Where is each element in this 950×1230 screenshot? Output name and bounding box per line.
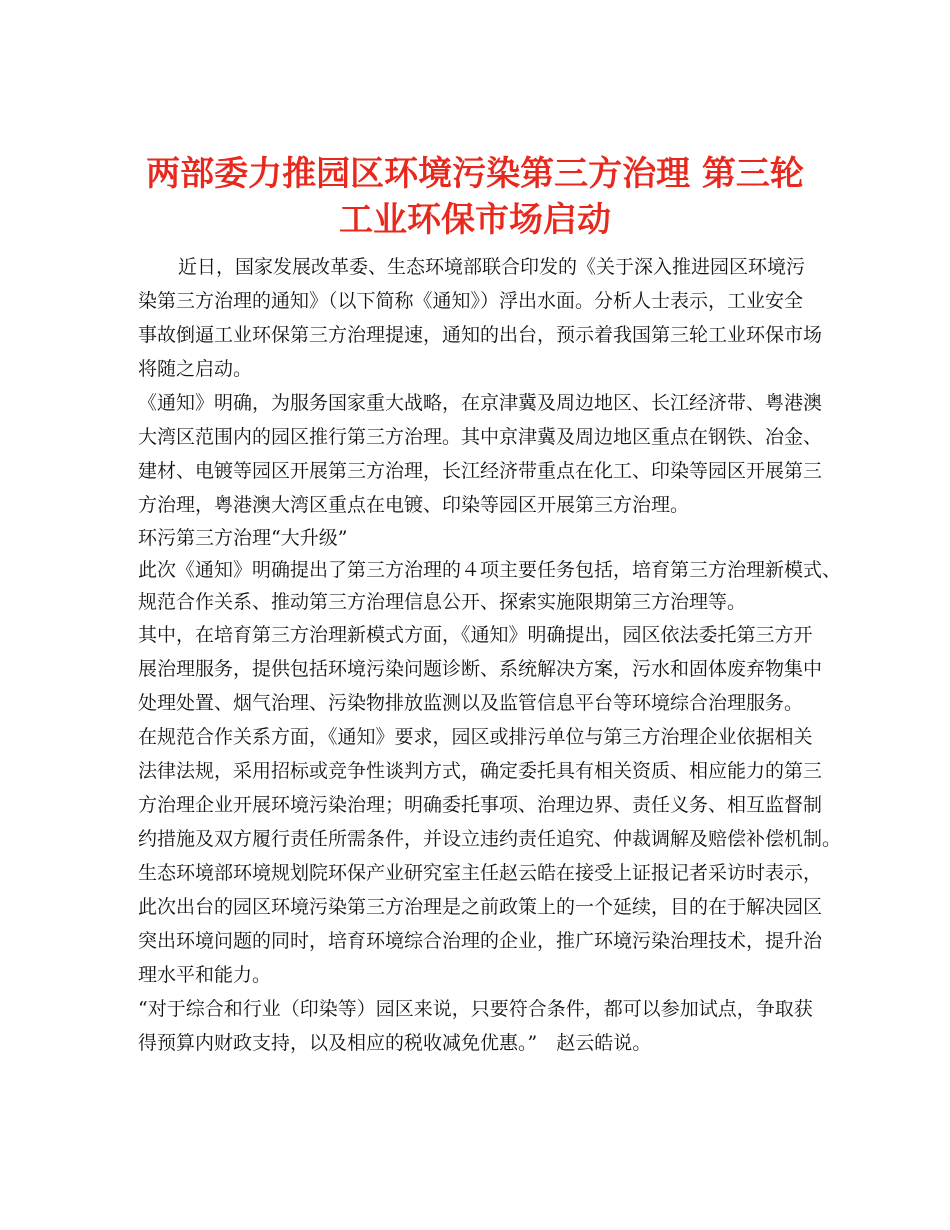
paragraph bbox=[138, 856, 828, 992]
paragraph-line: 约措施及双方履行责任所需条件，并设立违约责任追究、仲裁调解及赔偿补偿机制。 bbox=[138, 828, 842, 850]
paragraph bbox=[138, 992, 828, 1060]
section-heading bbox=[138, 522, 828, 554]
paragraph-line: 大湾区范围内的园区推行第三方治理。其中京津冀及周边地区重点在钢铁、冶金、 bbox=[138, 426, 823, 448]
paragraph-line: 此次出台的园区环境污染第三方治理是之前政策上的一个延续，目的在于解决园区 bbox=[138, 896, 823, 918]
paragraph-line: 法律法规，采用招标或竞争性谈判方式，确定委托具有相关资质、相应能力的第三 bbox=[138, 760, 823, 782]
document-body bbox=[138, 250, 842, 1060]
paragraph-line: 规范合作关系、推动第三方治理信息公开、探索实施限期第三方治理等。 bbox=[138, 591, 747, 613]
paragraph bbox=[138, 618, 828, 720]
paragraph bbox=[138, 250, 828, 386]
paragraph bbox=[138, 386, 828, 522]
section-heading-text: 环污第三方治理“大升级” bbox=[138, 527, 348, 549]
paragraph-line: 将随之启动。 bbox=[138, 358, 253, 380]
paragraph bbox=[138, 720, 842, 856]
paragraph-line: 得预算内财政支持，以及相应的税收减免优惠。” 赵云皓说。 bbox=[138, 1032, 652, 1054]
title-line: 两部委力推园区环境污染第三方治理 第三轮 bbox=[146, 153, 804, 194]
paragraph-line: 其中，在培育第三方治理新模式方面，《通知》明确提出，园区依法委托第三方开 bbox=[138, 624, 813, 646]
paragraph-line: 在规范合作关系方面，《通知》要求，园区或排污单位与第三方治理企业依据相关 bbox=[138, 726, 813, 748]
paragraph-line: 近日，国家发展改革委、生态环境部联合印发的《关于深入推进园区环境污 bbox=[178, 256, 806, 278]
title-line: 工业环保市场启动 bbox=[339, 199, 611, 240]
paragraph-line: 建材、电镀等园区开展第三方治理，长江经济带重点在化工、印染等园区开展第三 bbox=[138, 460, 823, 482]
paragraph-line: “对于综合和行业（印染等）园区来说，只要符合条件，都可以参加试点，争取获 bbox=[138, 998, 813, 1020]
paragraph-line: 方治理，粤港澳大湾区重点在电镀、印染等园区开展第三方治理。 bbox=[138, 494, 690, 516]
paragraph-line: 《通知》明确，为服务国家重大战略，在京津冀及周边地区、长江经济带、粤港澳 bbox=[138, 392, 823, 414]
paragraph-line: 生态环境部环境规划院环保产业研究室主任赵云皓在接受上证报记者采访时表示， bbox=[138, 862, 823, 884]
paragraph-line: 此次《通知》明确提出了第三方治理的４项主要任务包括，培育第三方治理新模式、 bbox=[138, 559, 842, 581]
paragraph-line: 方治理企业开展环境污染治理；明确委托事项、治理边界、责任义务、相互监督制 bbox=[138, 794, 823, 816]
paragraph-line: 处理处置、烟气治理、污染物排放监测以及监管信息平台等环境综合治理服务。 bbox=[138, 692, 804, 714]
paragraph bbox=[138, 554, 842, 618]
paragraph-line: 染第三方治理的通知》（以下简称《通知》）浮出水面。分析人士表示，工业安全 bbox=[138, 290, 804, 312]
paragraph-line: 事故倒逼工业环保第三方治理提速，通知的出台，预示着我国第三轮工业环保市场 bbox=[138, 324, 823, 346]
paragraph-line: 展治理服务，提供包括环境污染问题诊断、系统解决方案，污水和固体废弃物集中 bbox=[138, 658, 823, 680]
paragraph-line: 理水平和能力。 bbox=[138, 964, 272, 986]
paragraph-line: 突出环境问题的同时，培育环境综合治理的企业，推广环境污染治理技术，提升治 bbox=[138, 930, 823, 952]
document-title bbox=[100, 151, 850, 243]
